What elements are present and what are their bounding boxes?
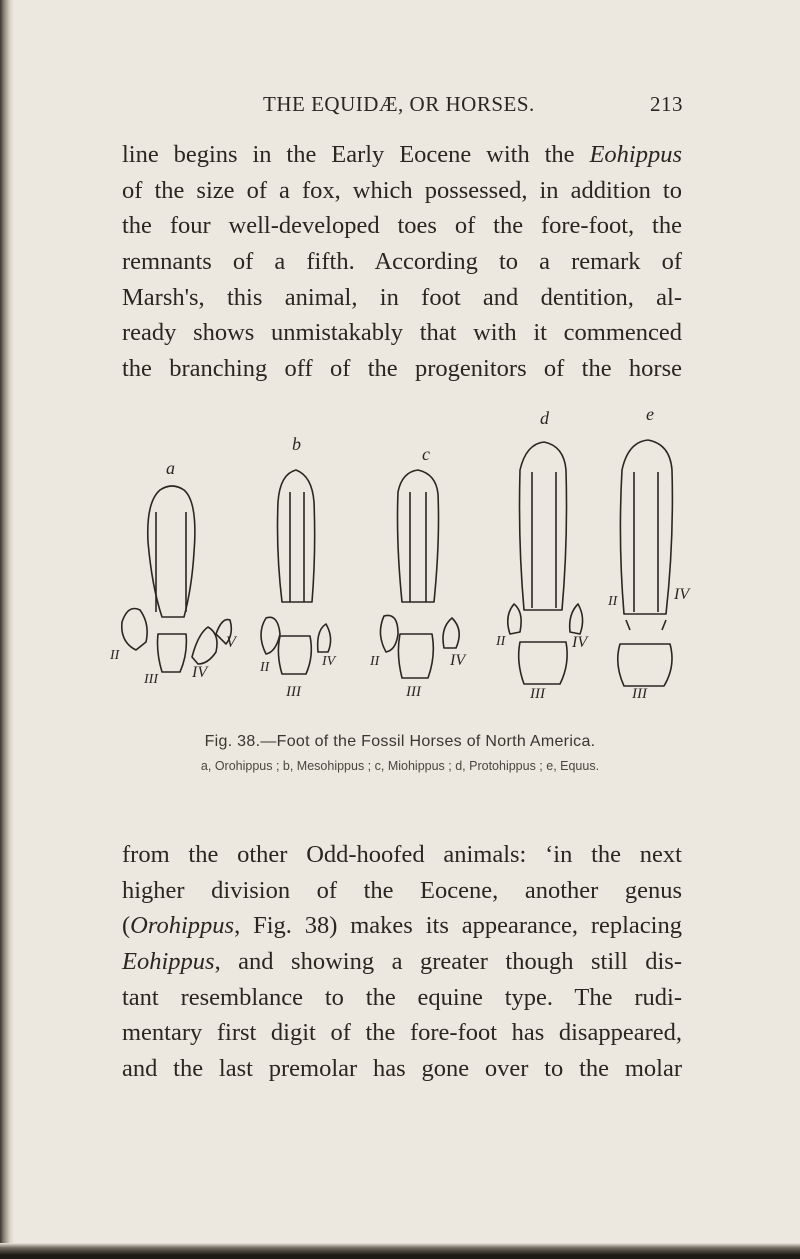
running-head-title: THE EQUIDÆ, OR HORSES. [263,92,535,116]
foot-e-digit-iv: IV [674,586,690,603]
text-line: (Orohippus, Fig. 38) makes its appearance, replacing [122,912,682,940]
foot-b-digit-iii: III [286,684,301,700]
horse-feet-illustration [100,372,700,712]
figure-38-horse-feet [100,372,700,712]
foot-c-letter: c [422,444,430,464]
foot-d-digit-ii: II [496,634,506,649]
page-bottom-edge [0,1243,800,1259]
foot-c-digit-iii: III [406,684,421,700]
figure-legend: a, Orohippus ; b, Mesohippus ; c, Miohippus ; d, Protohippus ; e, Equus. [200,759,600,773]
text-line: Marsh's, this animal, in foot and dentition, al- [122,283,682,311]
text-line: Eohippus, and showing a greater though still dis- [122,948,682,976]
text-line: remnants of a fifth. According to a remark of [122,248,682,276]
foot-a-digit-ii: II [110,648,120,663]
text-line: tant resemblance to the equine type. The rudi- [122,983,682,1011]
text-line: the four well-developed toes of the fore-foot, the [122,212,682,240]
text-line: of the size of a fox, which possessed, in addition to [122,176,682,204]
text-line: the branching off of the progenitors of the horse [122,355,682,383]
foot-b-drawing [261,470,331,674]
figure-caption: Fig. 38.—Foot of the Fossil Horses of North America. [204,733,596,750]
foot-c-digit-iv: IV [450,652,466,669]
foot-e-digit-iii: III [632,686,647,702]
foot-a-drawing [122,486,232,672]
foot-e-digit-ii: II [608,594,618,609]
text-line: and the last premolar has gone over to the molar [122,1055,682,1083]
foot-a-digit-v: V [226,634,236,651]
running-head [263,92,683,122]
text-line: higher division of the Eocene, another genus [122,876,682,904]
text-line: from the other Odd-hoofed animals: ‘in the next [122,841,682,868]
foot-b-letter: b [292,434,301,454]
foot-d-digit-iv: IV [572,634,588,651]
foot-a-letter: a [166,458,175,478]
paragraph-1 [122,137,682,387]
foot-b-digit-ii: II [260,660,270,675]
page-binding-edge [0,0,14,1259]
foot-d-letter: d [540,408,549,428]
text-line: line begins in the Early Eocene with the Eohippus [122,141,682,168]
foot-a-digit-iv: IV [192,664,208,681]
foot-b-digit-iv: IV [322,654,336,669]
foot-c-drawing [380,470,459,678]
text-line: ready shows unmistakably that with it commenced [122,319,682,347]
text-line: mentary first digit of the fore-foot has disappeared, [122,1019,682,1047]
foot-e-drawing [618,440,673,686]
page-number: 213 [650,92,683,116]
foot-e-letter: e [646,404,654,424]
paragraph-2 [122,837,682,1087]
foot-d-digit-iii: III [530,686,545,702]
foot-c-digit-ii: II [370,654,380,669]
foot-a-digit-iii: III [144,672,158,687]
